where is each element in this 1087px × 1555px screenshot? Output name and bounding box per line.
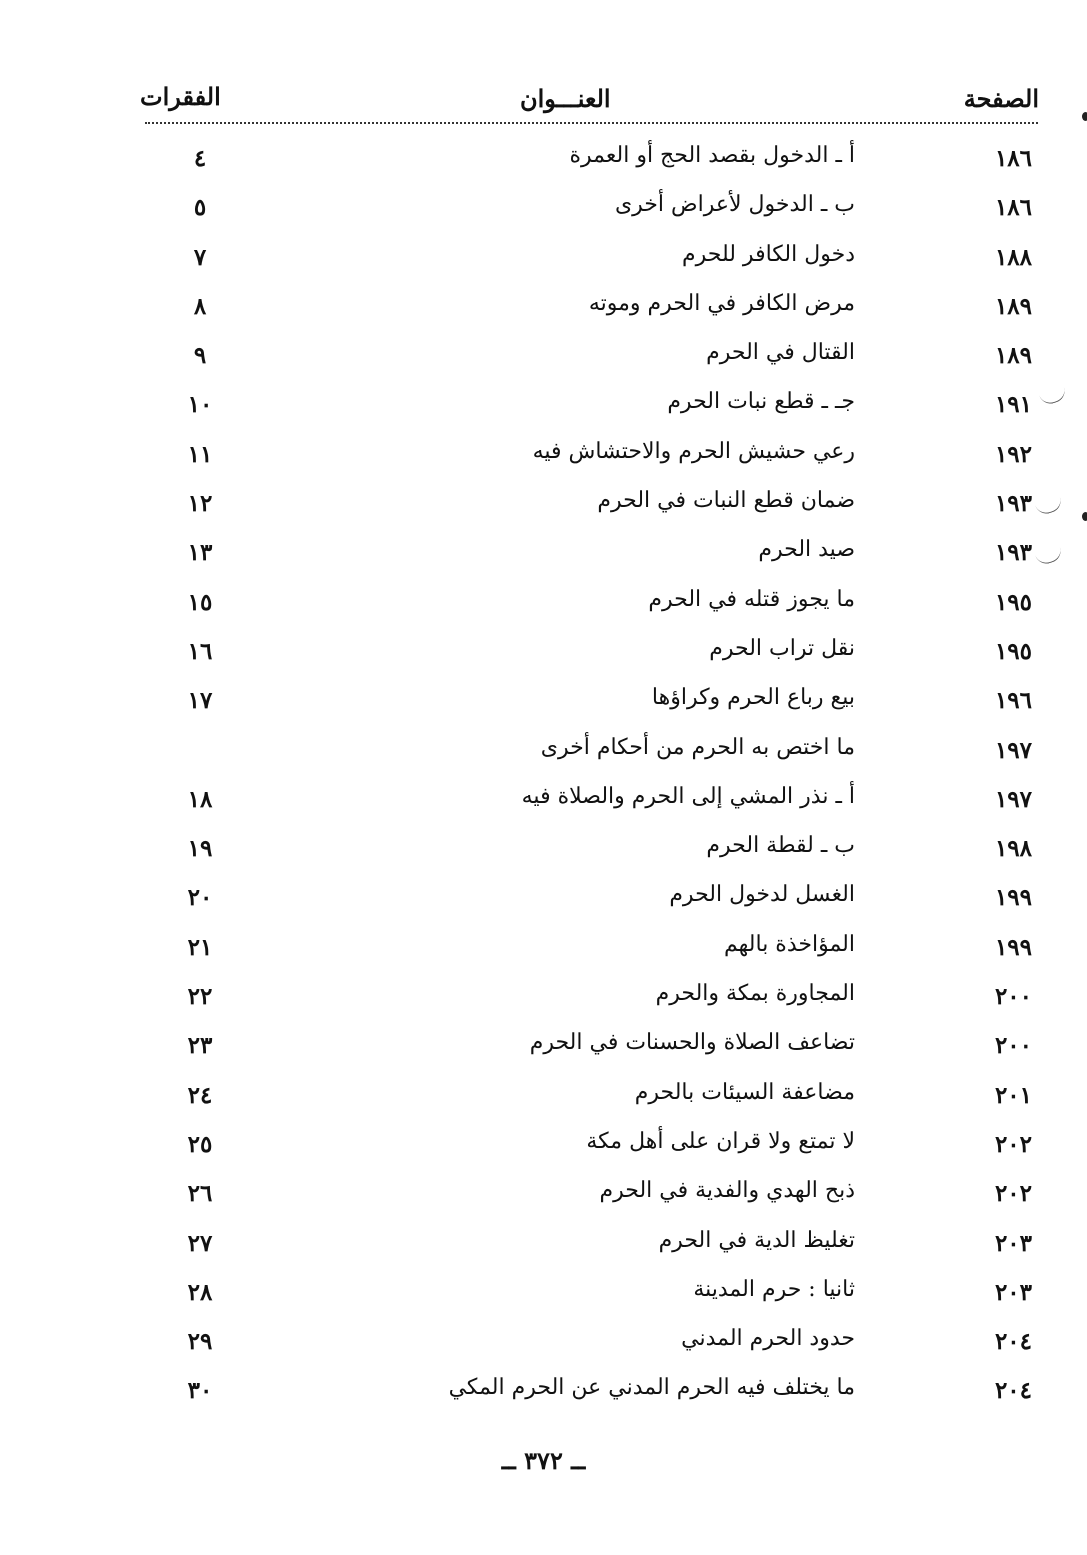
toc-paragraph-number: ١٠ — [187, 391, 213, 419]
toc-row — [0, 1365, 1087, 1414]
toc-paragraph-number: ٢١ — [187, 933, 213, 961]
toc-entry-title: ما يجوز قتله في الحرم — [648, 586, 855, 612]
toc-row — [0, 823, 1087, 872]
toc-row — [0, 1218, 1087, 1267]
toc-page-number: ١٩٦ — [994, 687, 1032, 715]
toc-page-number: ١٩٣ — [994, 539, 1032, 567]
toc-row — [0, 1070, 1087, 1119]
toc-entry-title: دخول الكافر للحرم — [681, 241, 855, 267]
toc-paragraph-number: ٢٠ — [187, 884, 213, 912]
toc-entry-title: ب ـ لقطة الحرم — [706, 833, 855, 859]
toc-row — [0, 379, 1087, 428]
toc-row — [0, 281, 1087, 330]
toc-row — [0, 774, 1087, 823]
toc-paragraph-number: ١١ — [187, 440, 213, 468]
toc-page-number: ١٩٥ — [994, 637, 1032, 665]
toc-page-number: ٢٠٠ — [994, 983, 1032, 1011]
toc-page-number: ١٩٢ — [994, 440, 1032, 468]
toc-paragraph-number: ٨ — [193, 292, 207, 320]
toc-entry-title: ما اختص به الحرم من أحكام أخرى — [540, 734, 855, 760]
toc-entry-title: صيد الحرم — [758, 537, 855, 563]
toc-paragraph-number: ١٢ — [187, 490, 213, 518]
toc-page-number: ١٩٣ — [994, 490, 1032, 518]
toc-paragraph-number: ٢٨ — [187, 1278, 213, 1306]
toc-page-number: ١٨٩ — [994, 342, 1032, 370]
toc-row — [0, 182, 1087, 231]
toc-row — [0, 232, 1087, 281]
toc-paragraph-number: ٧ — [193, 243, 207, 271]
toc-paragraph-number: ٣٠ — [187, 1377, 213, 1405]
toc-entry-title: نقل تراب الحرم — [709, 635, 855, 661]
toc-paragraph-number: ١٩ — [187, 835, 213, 863]
toc-entry-title: الغسل لدخول الحرم — [669, 882, 855, 908]
toc-page-number: ١٨٦ — [994, 145, 1032, 172]
toc-page-number: ١٩٩ — [994, 884, 1032, 912]
toc-row — [0, 527, 1087, 576]
page-number: ــ ٣٧٢ ــ — [501, 1446, 586, 1475]
toc-row — [0, 330, 1087, 379]
toc-row — [0, 1020, 1087, 1069]
toc-entry-title: ضمان قطع النبات في الحرم — [597, 488, 855, 514]
table-header — [130, 78, 1045, 118]
toc-paragraph-number: ٢٥ — [187, 1130, 213, 1158]
toc-entry-title: ما يختلف فيه الحرم المدني عن الحرم المكي — [448, 1375, 855, 1401]
toc-entry-title: أ ـ نذر المشي إلى الحرم والصلاة فيه — [521, 783, 855, 809]
toc-entry-title: ب ـ الدخول لأعراض أخرى — [614, 192, 855, 218]
toc-paragraph-number: ١٣ — [187, 539, 213, 567]
toc-row — [0, 133, 1087, 182]
toc-paragraph-number: ١٥ — [187, 588, 213, 616]
toc-page-number: ٢٠٤ — [994, 1377, 1032, 1405]
toc-row — [0, 478, 1087, 527]
toc-page-number: ١٩١ — [994, 391, 1032, 419]
scan-artifact — [1082, 512, 1087, 521]
toc-paragraph-number: ٢٩ — [187, 1328, 213, 1356]
toc-entry-title: تغليظ الدية في الحرم — [658, 1227, 855, 1253]
toc-row — [0, 429, 1087, 478]
header-divider — [145, 122, 1038, 124]
toc-entry-title: أ ـ الدخول بقصد الحج أو العمرة — [569, 143, 855, 168]
toc-page-number: ٢٠٢ — [994, 1130, 1032, 1158]
toc-entry-title: لا تمتع ولا قران على أهل مكة — [586, 1128, 855, 1154]
toc-row — [0, 725, 1087, 774]
toc-entry-title: مضاعفة السيئات بالحرم — [634, 1079, 855, 1105]
header-title-label: العنـــوان — [520, 84, 611, 113]
toc-entry-title: بيع رباع الحرم وكراؤها — [651, 685, 855, 711]
toc-paragraph-number: ١٨ — [187, 785, 213, 813]
toc-page-number: ١٩٥ — [994, 588, 1032, 616]
toc-row — [0, 1168, 1087, 1217]
toc-page-number: ٢٠٢ — [994, 1180, 1032, 1208]
toc-paragraph-number: ٢٢ — [187, 983, 213, 1011]
toc-paragraph-number: ٢٦ — [187, 1180, 213, 1208]
toc-row — [0, 626, 1087, 675]
toc-paragraph-number: ٥ — [193, 194, 207, 222]
toc-paragraph-number: ١٧ — [187, 687, 213, 715]
toc-row — [0, 1119, 1087, 1168]
toc-page-number: ٢٠٣ — [994, 1278, 1032, 1306]
toc-row — [0, 1267, 1087, 1316]
toc-entry-title: مرض الكافر في الحرم وموته — [588, 290, 855, 316]
toc-page-number: ١٨٦ — [994, 194, 1032, 222]
toc-entry-title: رعي حشيش الحرم والاحتشاش فيه — [532, 438, 855, 464]
toc-paragraph-number: ١٦ — [187, 637, 213, 665]
toc-entry-title: ثانيا : حرم المدينة — [693, 1276, 855, 1302]
toc-paragraph-number: ٤ — [193, 145, 207, 172]
toc-entry-title: القتال في الحرم — [706, 340, 855, 366]
header-page-label: الصفحة — [963, 84, 1039, 113]
toc-page-number: ١٩٧ — [994, 785, 1032, 813]
toc-entry-title: حدود الحرم المدني — [681, 1326, 855, 1352]
toc-page-number: ١٨٨ — [994, 243, 1032, 271]
toc-row — [0, 675, 1087, 724]
toc-entry-title: المجاورة بمكة والحرم — [655, 981, 855, 1007]
toc-page-number: ١٨٩ — [994, 292, 1032, 320]
toc-page-number: ٢٠١ — [994, 1081, 1032, 1109]
toc-row — [0, 922, 1087, 971]
toc-entry-title: المؤاخذة بالهم — [724, 931, 855, 957]
toc-paragraph-number: ٢٤ — [187, 1081, 213, 1109]
toc-row — [0, 1316, 1087, 1365]
toc-row — [0, 577, 1087, 626]
header-paragraphs-label: الفقرات — [140, 82, 221, 111]
toc-paragraph-number: ٢٣ — [187, 1032, 213, 1060]
toc-page-number: ٢٠٣ — [994, 1229, 1032, 1257]
toc-entry-title: تضاعف الصلاة والحسنات في الحرم — [529, 1030, 855, 1056]
toc-page-number: ٢٠٤ — [994, 1328, 1032, 1356]
toc-page-number: ١٩٨ — [994, 835, 1032, 863]
toc-row — [0, 971, 1087, 1020]
toc-row — [0, 872, 1087, 921]
toc-page-number: ٢٠٠ — [994, 1032, 1032, 1060]
toc-page-number: ١٩٩ — [994, 933, 1032, 961]
table-of-contents — [0, 133, 1087, 1415]
toc-page-number: ١٩٧ — [994, 736, 1032, 764]
toc-entry-title: ذبح الهدي والفدية في الحرم — [599, 1178, 855, 1204]
toc-paragraph-number: ٩ — [193, 342, 207, 370]
scan-artifact — [1082, 112, 1087, 121]
toc-entry-title: جـ ـ قطع نبات الحرم — [667, 389, 855, 415]
toc-paragraph-number: ٢٧ — [187, 1229, 213, 1257]
